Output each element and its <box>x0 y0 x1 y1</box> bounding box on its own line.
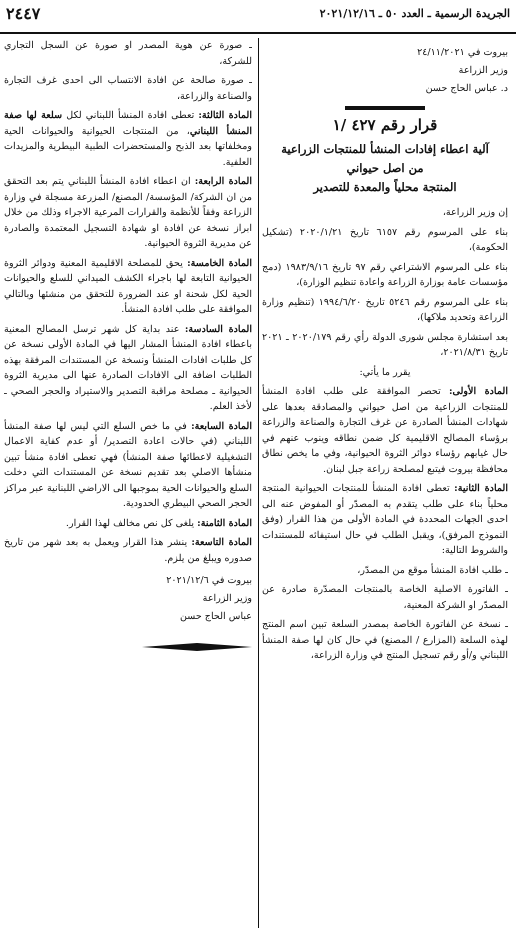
decree-title-line-2: من اصل حيواني <box>346 161 424 175</box>
article-3-text-a: تعطى افادة المنشأ اللبناني لكل <box>62 110 195 121</box>
article-4 <box>4 174 252 252</box>
article-4-label: المادة الرابعة: <box>194 176 252 187</box>
list-item: ـ صورة عن هوية المصدر او صورة عن السجل التجاري للشركة، <box>4 40 252 67</box>
article-7-text: في ما خص السلع التي ليس لها صفة المنشأ اللبناني (في حالات اعادة التصدير/ أو عدم كفاية الاعمال التشغيلية لاعطائها صفة المنشأ) فهي تعطى افادة منشأ تبين منشأها الاصلي بعد تقديم نسخة عن المستندات التي دخلت السلع والحيوانات الحية بموجبها الى الاراضي اللبنانية عبر مراكز الحجر الصحي البيطري الحدودية. <box>4 420 252 509</box>
article-2 <box>262 481 508 559</box>
signature-bottom <box>4 572 252 626</box>
page-header <box>0 0 516 34</box>
article-3 <box>4 108 252 170</box>
separator-bar <box>345 106 425 110</box>
list-item: ـ الفاتورة الاصلية الخاصة بالمنتجات المصدّرة صادرة عن المصدّر او الشركة المعنية، <box>262 584 508 611</box>
end-ornament <box>142 642 252 652</box>
preamble-line: إن وزير الزراعة، <box>442 207 508 218</box>
article-1 <box>262 384 508 477</box>
article-7-label: المادة السابعة: <box>191 420 252 432</box>
article-9-label: المادة التاسعة: <box>191 537 252 548</box>
article-5-text: يحق للمصلحة الاقليمية المعنية ودوائر الثروة الحيوانية التابعة لها باجراء الكشف الميداني للسلع والحيوانات الحية لكل شحنة او عند الضرورة للتحقق من منشئها وبالتالي الموافقة على طلب افادة المنشأ. <box>4 257 252 315</box>
article-5-label: المادة الخامسة: <box>187 257 252 269</box>
article-9-text: ينشر هذا القرار ويعمل به بعد شهر من تاريخ صدوره ويبلغ من يلزم. <box>4 537 252 564</box>
sign-name: د. عباس الحاج حسن <box>425 83 508 94</box>
right-column <box>262 38 508 930</box>
decides-line: يقرر ما يأتي: <box>359 366 411 378</box>
decree-title-line-1: آلية اعطاء إفادات المنشأ للمنتجات الزراعية <box>281 142 489 156</box>
article-8-text: يلغى كل نص مخالف لهذا القرار. <box>65 517 195 529</box>
preamble-line: بناء على المرسوم الاشتراعي رقم ٩٧ تاريخ ١٩٨٣/٩/١٦ (دمج مؤسسات عامة بوزارة الزراعة واعادة تنظيم الوزارة)، <box>262 261 508 288</box>
left-column <box>4 38 252 930</box>
article-2-label: المادة الثانية: <box>454 483 508 494</box>
columns <box>0 38 516 930</box>
page-number: ٢٤٤٧ <box>6 4 41 23</box>
article-6-label: المادة السادسة: <box>184 323 252 335</box>
article-8 <box>4 516 252 532</box>
article-5 <box>4 256 252 318</box>
article-6-text: عند بداية كل شهر ترسل المصالح المعنية باعطاء افادة المنشأ المشار اليها في المادة الأولى نسخة عن كل طلبات افادات المنشأ ونسخة عن المستندات المرفقة بهذه الطلبات اضافة الى الافادات الصادرة عنها الى مديرية الثروة الحيوانية ـ مصلحة مراقبة التصدير والاستيراد والحجر الصحي ـ لأخذ العلم. <box>4 323 252 412</box>
article-2-text: تعطى افادة المنشأ للمنتجات الحيوانية المنتجة محلياً بناء على طلب يتقدم به المصدّر أو المفوض عنه الى احدى الجهات المحددة في المادة الأولى من هذا القرار (وفق النموذج المرفق)، ويقبل الطلب في حال استيفائه للمستندات والشروط التالية: <box>262 483 508 556</box>
list-item: ـ صورة صالحة عن افادة الانتساب الى احدى غرف التجارة والصناعة والزراعة، <box>4 75 252 102</box>
preamble-line: بناء على المرسوم رقم ٦١٥٧ تاريخ ٢٠٢٠/١/٢١ (تشكيل الحكومة)، <box>262 226 508 253</box>
article-7 <box>4 419 252 512</box>
article-3-label: المادة الثالثة: <box>198 110 252 121</box>
sign-role: وزير الزراعة <box>202 593 252 604</box>
article-6 <box>4 322 252 415</box>
sign-place-date: بيروت في ٢٤/١١/٢٠٢١ <box>417 47 508 58</box>
preamble-line: بعد استشارة مجلس شورى الدولة رأي رقم ٢٠٢٠/١٧٩ ـ ٢٠٢١ تاريخ ٢٠٢١/٨/٣١، <box>262 331 508 358</box>
article-8-label: المادة الثامنة: <box>197 517 252 529</box>
signature-top <box>262 44 508 98</box>
article-1-label: المادة الأولى: <box>448 386 508 397</box>
article-3-bold: سلعة لها صفة المنشأ اللبناني <box>4 110 252 137</box>
preamble <box>262 205 508 380</box>
sign-place-date: بيروت في ٢٠٢١/١٢/٦ <box>166 575 252 586</box>
article-3-text-b: ، من المنتجات الحيوانية والحيوانات الحية ومخلفاتها بعد الذبح والمستحضرات الطبية البيطرية والمزيدات العلفية. <box>4 125 252 168</box>
gazette-title: الجريدة الرسمية ـ العدد ٥٠ ـ ٢٠٢١/١٢/١٦ <box>319 7 510 20</box>
list-item: ـ نسخة عن الفاتورة الخاصة بمصدر السلعة تبين اسم المنتج لهذه السلعة (المزارع / المصنع) في حال كان لها صفة المنشأ اللبناني و/أو رقم تسجيل المنتج في وزارة الزراعة، <box>262 619 508 661</box>
sign-name: عباس الحاج حسن <box>179 611 252 622</box>
sign-role: وزير الزراعة <box>458 65 508 76</box>
decree-number: قرار رقم ٤٢٧ /١ <box>332 116 438 134</box>
preamble-line: بناء على المرسوم رقم ٥٢٤٦ تاريخ ١٩٩٤/٦/٢٠ (تنظيم وزارة الزراعة وتحديد ملاكها)، <box>262 296 508 323</box>
article-9 <box>4 535 252 566</box>
decree-title-line-3: المنتجة محلياً والمعدة للتصدير <box>313 180 457 194</box>
list-item: ـ طلب افادة المنشأ موقع من المصدّر، <box>357 564 508 576</box>
article-4-text: ان اعطاء افادة المنشأ اللبناني يتم بعد التحقق من ان الشركة/ المؤسسة/ المصنع/ المزرعة مسجلة في وزارة الزراعة وفقاً للأنظمة والقرارات المرعية الاجراء وذلك من خلال ابراز نسخة عن افادة او شهادة التسجيل المعتمدة والصادرة عن مديرية الثروة الحيوانية. <box>4 176 252 249</box>
article-1-text: تحصر الموافقة على طلب افادة المنشأ للمنتجات الزراعية من اصل حيواني والمصادقة بعدها على شهادات المنشأ الصادرة عن غرف التجارة والصناعة والزراعة برؤساء المصالح الاقليمية كل ضمن نطاقه وينوب عنهم في حال غيابهم رؤساء دوائر الثروة الحيوانية، وفي ما يخص نطاق محافظة بيروت فيتبع لمصلحة زراعة جبل لبنان. <box>262 386 508 475</box>
